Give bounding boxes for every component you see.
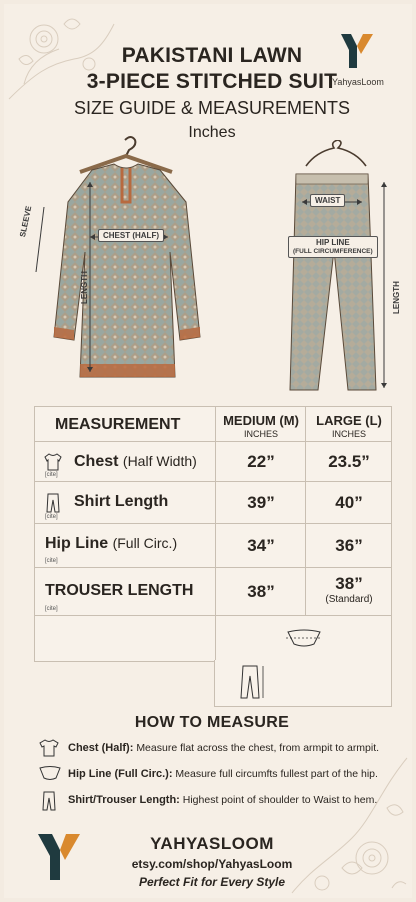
table-row [35,567,391,616]
cite-tag: [cite] [45,514,58,520]
chest-half-label: CHEST (HALF) [98,229,164,242]
footer-brand: YAHYASLOOM [150,834,274,853]
table-row [35,481,391,524]
table-row [35,615,391,662]
shirt-length-label: LENGTH [80,271,89,304]
large-value: 38” [335,574,363,593]
footer-url[interactable]: etsy.com/shop/YahyasLoom [131,857,293,871]
trouser-icon [43,492,63,514]
trouser-illustration [276,140,396,396]
medium-value: 39” [247,493,275,512]
medium-value: 34” [247,536,275,555]
cite-tag: [cite] [45,606,58,612]
logo-caption: YahyasLoom [332,77,384,87]
table-header-row [35,407,391,441]
waist-label: WAIST [310,194,345,207]
hip-icon [38,764,62,782]
unit-label: Inches [188,124,236,141]
column-header-measurement: MEASUREMENT [55,416,181,433]
how-to-measure-title: HOW TO MEASURE [134,714,290,731]
medium-value: 38” [247,582,275,601]
size-table [34,406,392,662]
title-line-1: PAKISTANI LAWN [121,44,303,67]
shirt-icon [38,738,60,758]
trouser-length-label: LENGTH [392,281,401,314]
column-header-medium: MEDIUM (M) [223,413,299,428]
howto-item-chest: Chest (Half): Measure flat across the chest, from armpit to armpit. [38,742,379,754]
sleeve-label: SLEEVE [18,205,34,238]
cite-tag: [cite] [45,558,58,564]
title-line-3: SIZE GUIDE & MEASUREMENTS [73,98,351,118]
cite-tag: [cite] [45,472,58,478]
large-value-note: (Standard) [325,594,373,605]
title-line-2: 3-PIECE STITCHED SUIT [86,70,338,93]
hip-icon [284,626,324,650]
large-value: 36” [335,536,363,555]
large-value: 23.5” [328,452,370,471]
trouser-icon [40,790,58,812]
measurement-name: Chest (Half Width) [74,453,197,470]
hip-line-title: HIP LINE [316,238,350,247]
footer-tagline: Perfect Fit for Every Style [138,875,286,889]
page-frame [4,4,412,898]
hip-line-label [288,236,378,258]
table-row [35,441,391,482]
trouser-length-icon [237,664,265,702]
shirt-illustration [30,132,210,394]
column-header-large: LARGE (L) [316,413,382,428]
medium-value: 22” [247,452,275,471]
measurement-name: TROUSER LENGTH [45,582,194,599]
column-unit-large: INCHES [331,429,366,439]
large-value: 40” [335,493,363,512]
shirt-icon [43,452,63,472]
length-icon-cell [214,660,392,707]
howto-item-hip: Hip Line (Full Circ.): Measure full circumfts fullest part of the hip. [38,768,378,780]
measurement-name: Hip Line (Full Circ.) [45,535,178,552]
howto-item-length: Shirt/Trouser Length: Highest point of shoulder to Waist to hem. [38,794,377,806]
column-unit-medium: INCHES [243,429,278,439]
hip-line-note: (FULL CIRCUMFERENCE) [293,248,373,255]
measurement-name: Shirt Length [74,493,169,510]
table-row [35,523,391,568]
